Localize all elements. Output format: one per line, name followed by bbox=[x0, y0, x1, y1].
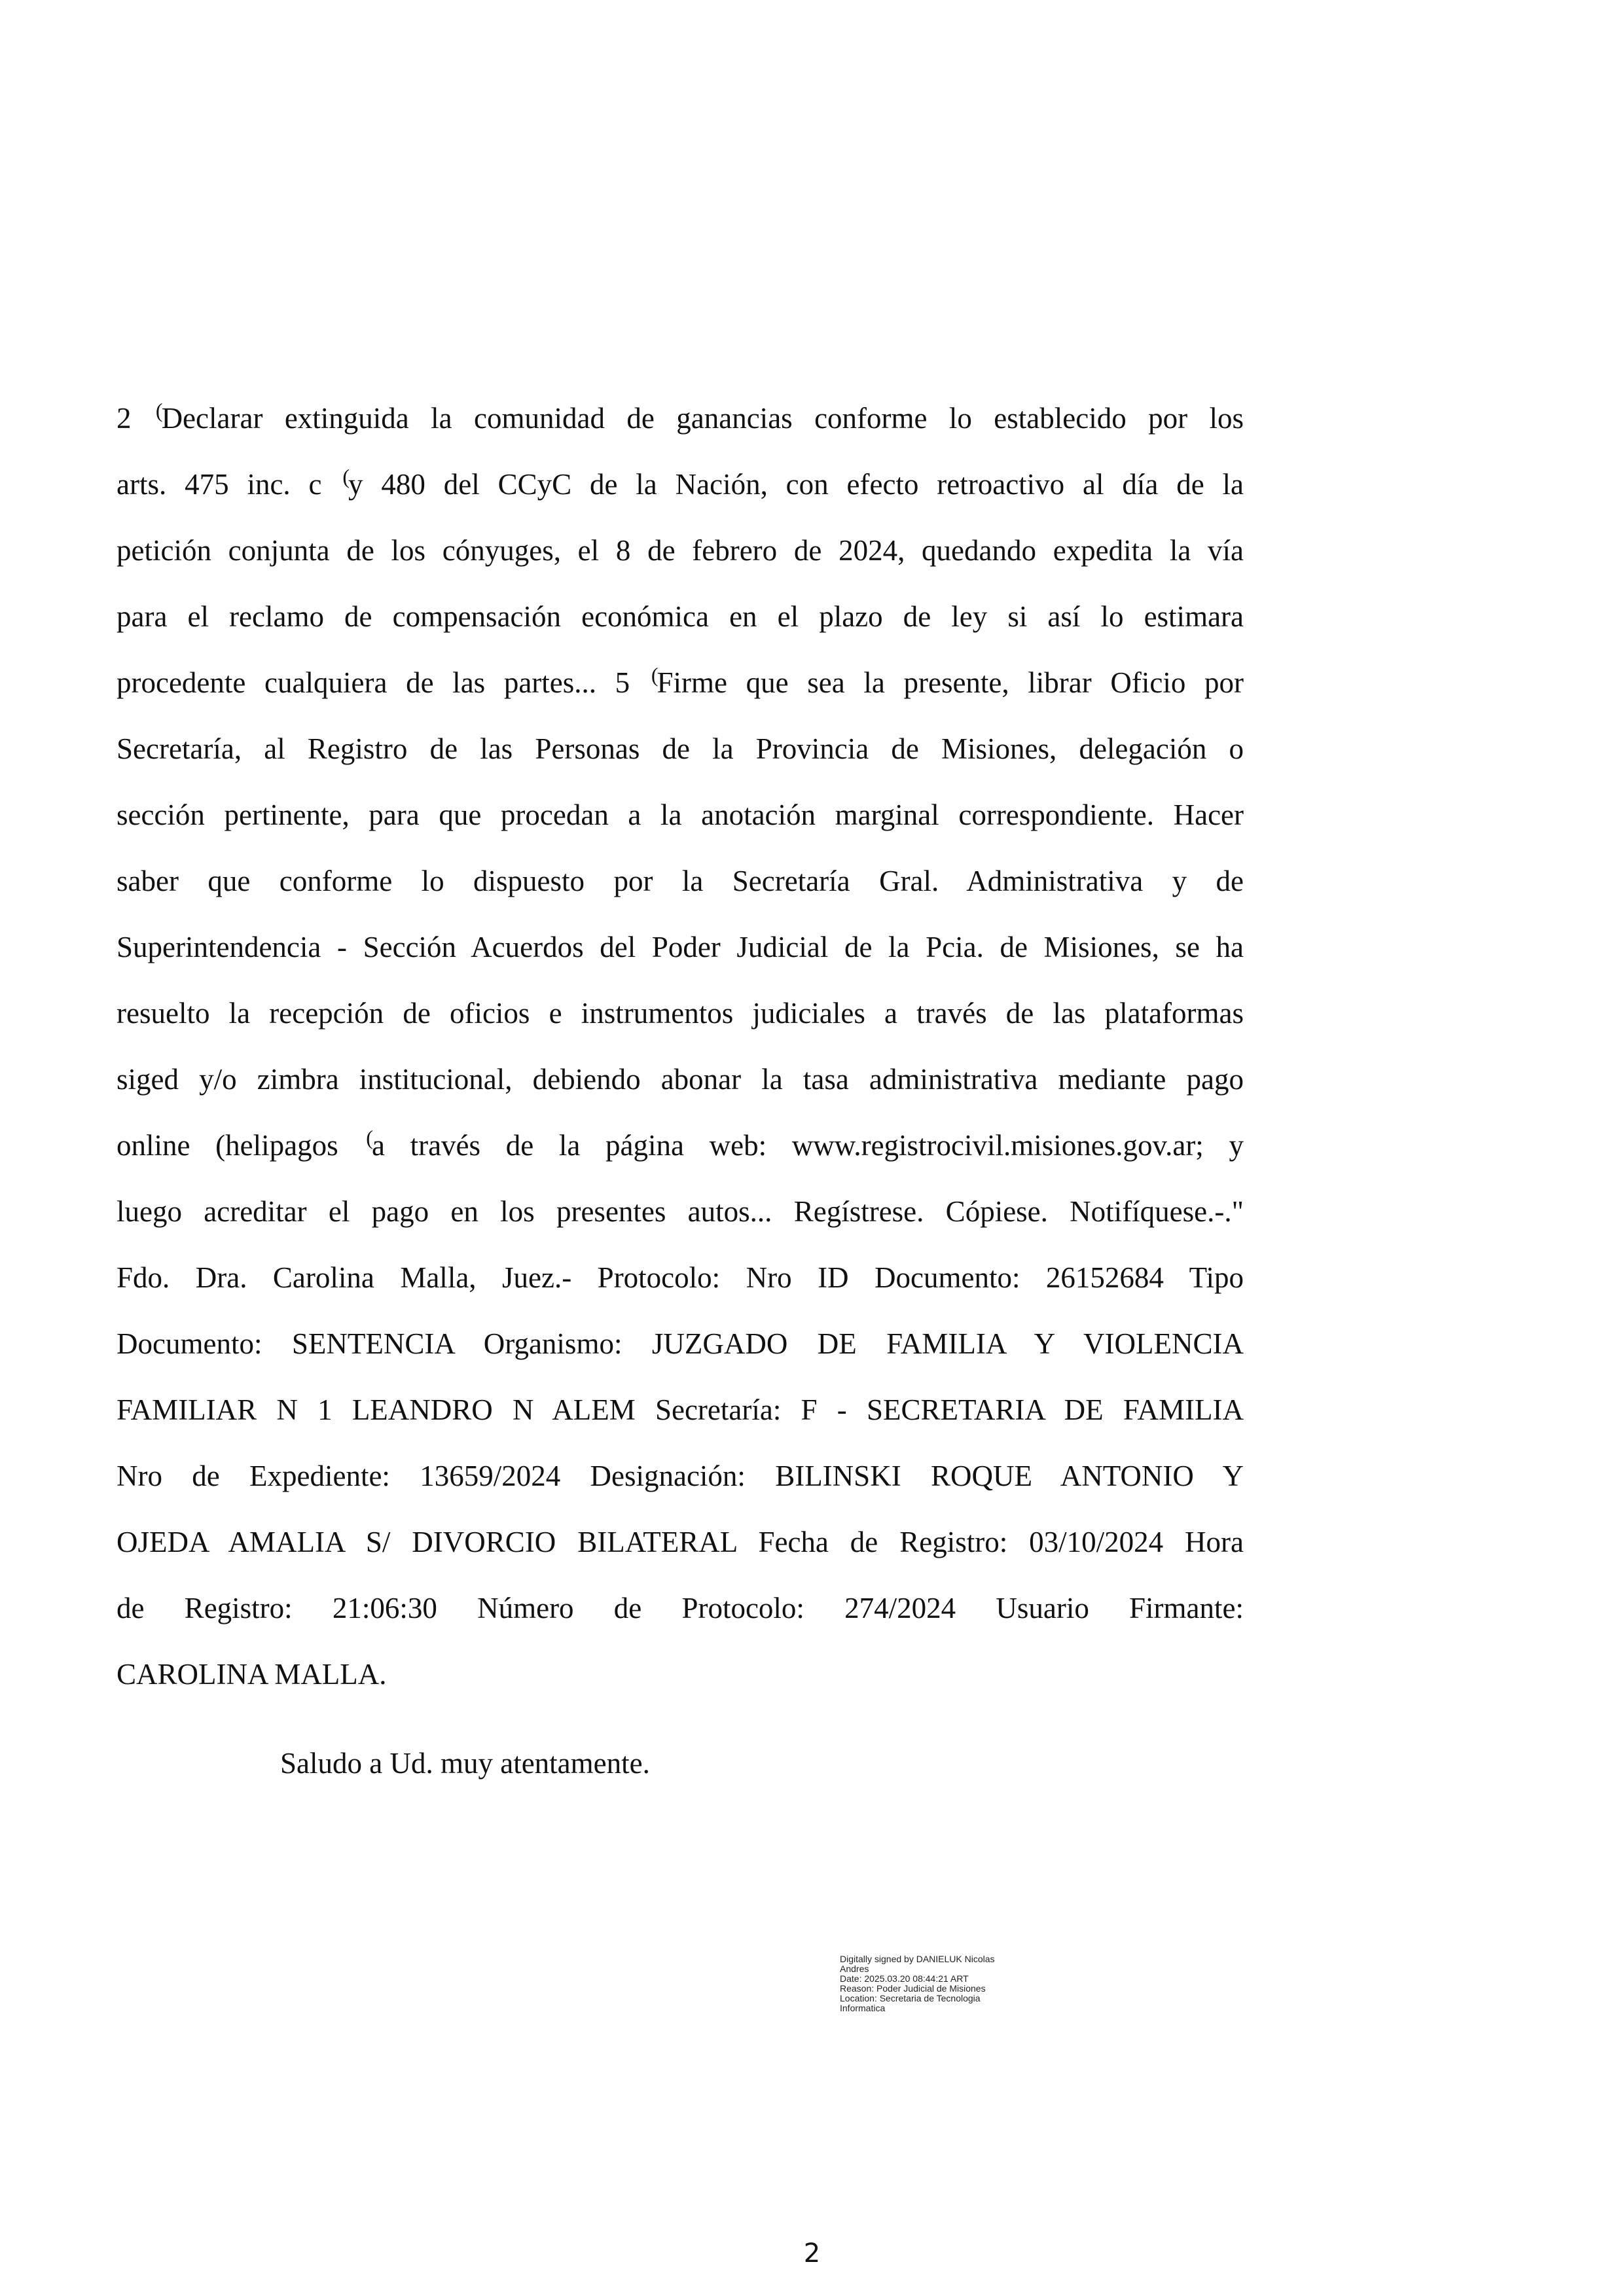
body-line-16: FAMILIAR N 1 LEANDRO N ALEM Secretaría: F - SECRETARIA DE FAMILIA bbox=[117, 1393, 1244, 1426]
line-text: y 480 del CCyC de la Nación, con efecto retroactivo al día de la bbox=[348, 468, 1244, 501]
body-line-8: saber que conforme lo dispuesto por la Secretaría Gral. Administrativa y de bbox=[117, 865, 1244, 897]
signature-date: Date: 2025.03.20 08:44:21 ART bbox=[840, 1973, 969, 1984]
signature-reason: Reason: Poder Judicial de Misiones bbox=[840, 1983, 986, 1994]
parenthesis-mark: ( bbox=[651, 663, 659, 687]
body-line-11: siged y/o zimbra institucional, debiendo abonar la tasa administrativa mediante pago bbox=[117, 1063, 1244, 1096]
body-line-15: Documento: SENTENCIA Organismo: JUZGADO DE FAMILIA Y VIOLENCIA bbox=[117, 1327, 1244, 1360]
body-line-19: de Registro: 21:06:30 Número de Protocolo: 274/2024 Usuario Firmante: bbox=[117, 1592, 1244, 1624]
body-line-3: petición conjunta de los cónyuges, el 8 de febrero de 2024, quedando expedita la vía bbox=[117, 534, 1244, 567]
body-line-10: resuelto la recepción de oficios e instrumentos judiciales a través de las plataformas bbox=[117, 997, 1244, 1030]
body-line-1 bbox=[117, 399, 1244, 440]
signature-location: Location: Secretaria de Tecnologia bbox=[840, 1993, 981, 2003]
body-line-14: Fdo. Dra. Carolina Malla, Juez.- Protocolo: Nro ID Documento: 26152684 Tipo bbox=[117, 1261, 1244, 1294]
body-line-9: Superintendencia - Sección Acuerdos del Poder Judicial de la Pcia. de Misiones, se ha bbox=[117, 931, 1244, 963]
line-text: 2 bbox=[117, 402, 132, 435]
body-line-2 bbox=[117, 465, 1244, 507]
line-text: arts. 475 inc. c bbox=[117, 468, 322, 501]
line-text: a través de la página web: www.registrocivil.misiones.gov.ar; y bbox=[371, 1129, 1244, 1162]
parenthesis-mark: ( bbox=[155, 399, 163, 422]
closing-salutation: Saludo a Ud. muy atentamente. bbox=[280, 1747, 650, 1780]
line-text: online (helipagos bbox=[117, 1129, 338, 1162]
body-line-5 bbox=[117, 663, 1244, 705]
body-line-12 bbox=[117, 1126, 1244, 1168]
signature-signer-continued: Andres bbox=[840, 1964, 869, 1974]
body-line-6: Secretaría, al Registro de las Personas de la Provincia de Misiones, delegación o bbox=[117, 732, 1244, 765]
signature-signer: Digitally signed by DANIELUK Nicolas bbox=[840, 1954, 995, 1964]
digital-signature-stamp bbox=[840, 1954, 1056, 2013]
body-line-4: para el reclamo de compensación económica en el plazo de ley si así lo estimara bbox=[117, 600, 1244, 633]
line-text: Firme que sea la presente, librar Oficio por bbox=[657, 666, 1244, 699]
parenthesis-mark: ( bbox=[342, 465, 350, 488]
body-line-7: sección pertinente, para que procedan a la anotación marginal correspondiente. Hacer bbox=[117, 798, 1244, 831]
line-text: Declarar extinguida la comunidad de ganancias conforme lo establecido por los bbox=[161, 402, 1244, 435]
body-line-18: OJEDA AMALIA S/ DIVORCIO BILATERAL Fecha de Registro: 03/10/2024 Hora bbox=[117, 1526, 1244, 1558]
body-line-13: luego acreditar el pago en los presentes autos... Regístrese. Cópiese. Notifíquese.-." bbox=[117, 1195, 1244, 1228]
line-text: procedente cualquiera de las partes... 5 bbox=[117, 666, 630, 699]
parenthesis-mark: ( bbox=[366, 1126, 373, 1149]
body-line-20: CAROLINA MALLA. bbox=[117, 1658, 387, 1691]
signature-location-continued: Informatica bbox=[840, 2003, 886, 2013]
body-line-17: Nro de Expediente: 13659/2024 Designación: BILINSKI ROQUE ANTONIO Y bbox=[117, 1460, 1244, 1492]
page-number: 2 bbox=[803, 2238, 821, 2269]
